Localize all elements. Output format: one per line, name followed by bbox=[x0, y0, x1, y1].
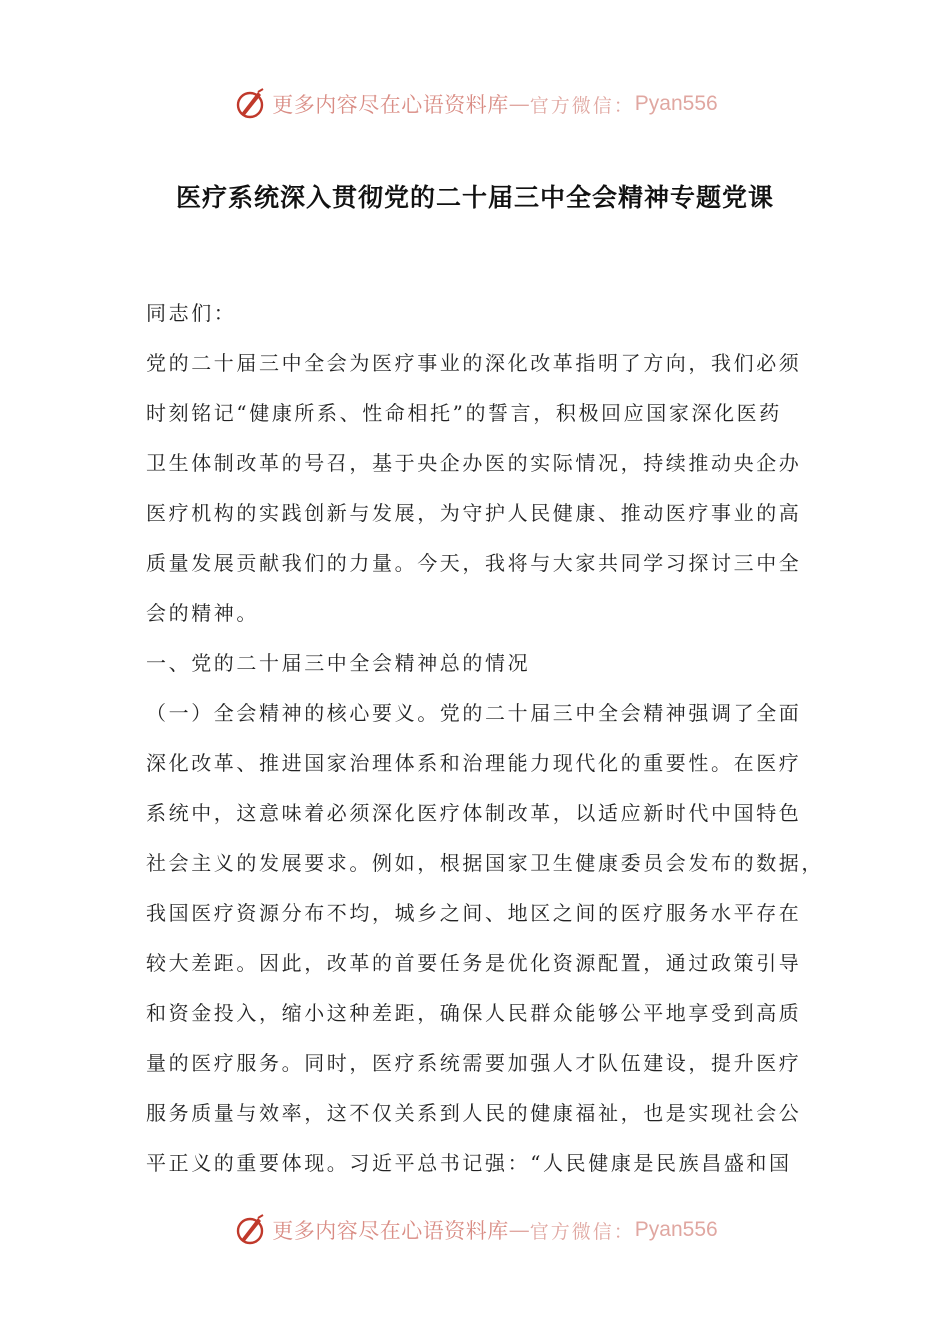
text-line: 同志们： bbox=[146, 301, 237, 325]
banner-separator: — bbox=[508, 92, 530, 116]
header-banner bbox=[0, 84, 950, 124]
banner-text: 更多内容尽在心语资料库 bbox=[272, 93, 509, 117]
text-line: 量的医疗服务。同时，医疗系统需要加强人才队伍建设，提升医疗 bbox=[146, 1051, 802, 1075]
text-line: 系统中，这意味着必须深化医疗体制改革，以适应新时代中国特色 bbox=[146, 801, 802, 825]
banner-text: 更多内容尽在心语资料库 bbox=[272, 1219, 509, 1243]
text-line: 质量发展贡献我们的力量。今天，我将与大家共同学习探讨三中全 bbox=[146, 551, 802, 575]
text-line: 和资金投入，缩小这种差距，确保人民群众能够公平地享受到高质 bbox=[146, 1001, 802, 1025]
text-line: 社会主义的发展要求。例如，根据国家卫生健康委员会发布的数据， bbox=[146, 851, 824, 875]
banner-subtext: 官方微信： bbox=[529, 1220, 635, 1243]
text-line: 服务质量与效率，这不仅关系到人民的健康福祉，也是实现社会公 bbox=[146, 1101, 802, 1125]
document-body bbox=[146, 297, 826, 1197]
banner-wechat-id: Pyan556 bbox=[634, 1218, 718, 1241]
banner-wechat-id: Pyan556 bbox=[634, 92, 718, 115]
text-line: 时刻铭记“健康所系、性命相托”的誓言，积极回应国家深化医药 bbox=[146, 401, 782, 425]
text-line: 党的二十届三中全会为医疗事业的深化改革指明了方向，我们必须 bbox=[146, 351, 802, 375]
text-line: 会的精神。 bbox=[146, 601, 259, 625]
text-line: 平正义的重要体现。习近平总书记强：“人民健康是民族昌盛和国 bbox=[146, 1151, 792, 1175]
document-title: 医疗系统深入贯彻党的二十届三中全会精神专题党课 bbox=[175, 183, 774, 212]
text-line: 医疗机构的实践创新与发展，为守护人民健康、推动医疗事业的高 bbox=[146, 501, 802, 525]
quill-logo-icon bbox=[232, 86, 268, 122]
text-line: 卫生体制改革的号召，基于央企办医的实际情况，持续推动央企办 bbox=[146, 451, 802, 475]
banner-subtext: 官方微信： bbox=[529, 94, 635, 117]
text-line: （一）全会精神的核心要义。党的二十届三中全会精神强调了全面 bbox=[146, 701, 802, 725]
text-line: 我国医疗资源分布不均，城乡之间、地区之间的医疗服务水平存在 bbox=[146, 901, 802, 925]
quill-logo-icon bbox=[232, 1212, 268, 1248]
section-heading: 一、党的二十届三中全会精神总的情况 bbox=[146, 651, 531, 675]
banner-separator: — bbox=[508, 1218, 530, 1242]
text-line: 较大差距。因此，改革的首要任务是优化资源配置，通过政策引导 bbox=[146, 951, 802, 975]
footer-banner bbox=[0, 1210, 950, 1250]
text-line: 深化改革、推进国家治理体系和治理能力现代化的重要性。在医疗 bbox=[146, 751, 802, 775]
